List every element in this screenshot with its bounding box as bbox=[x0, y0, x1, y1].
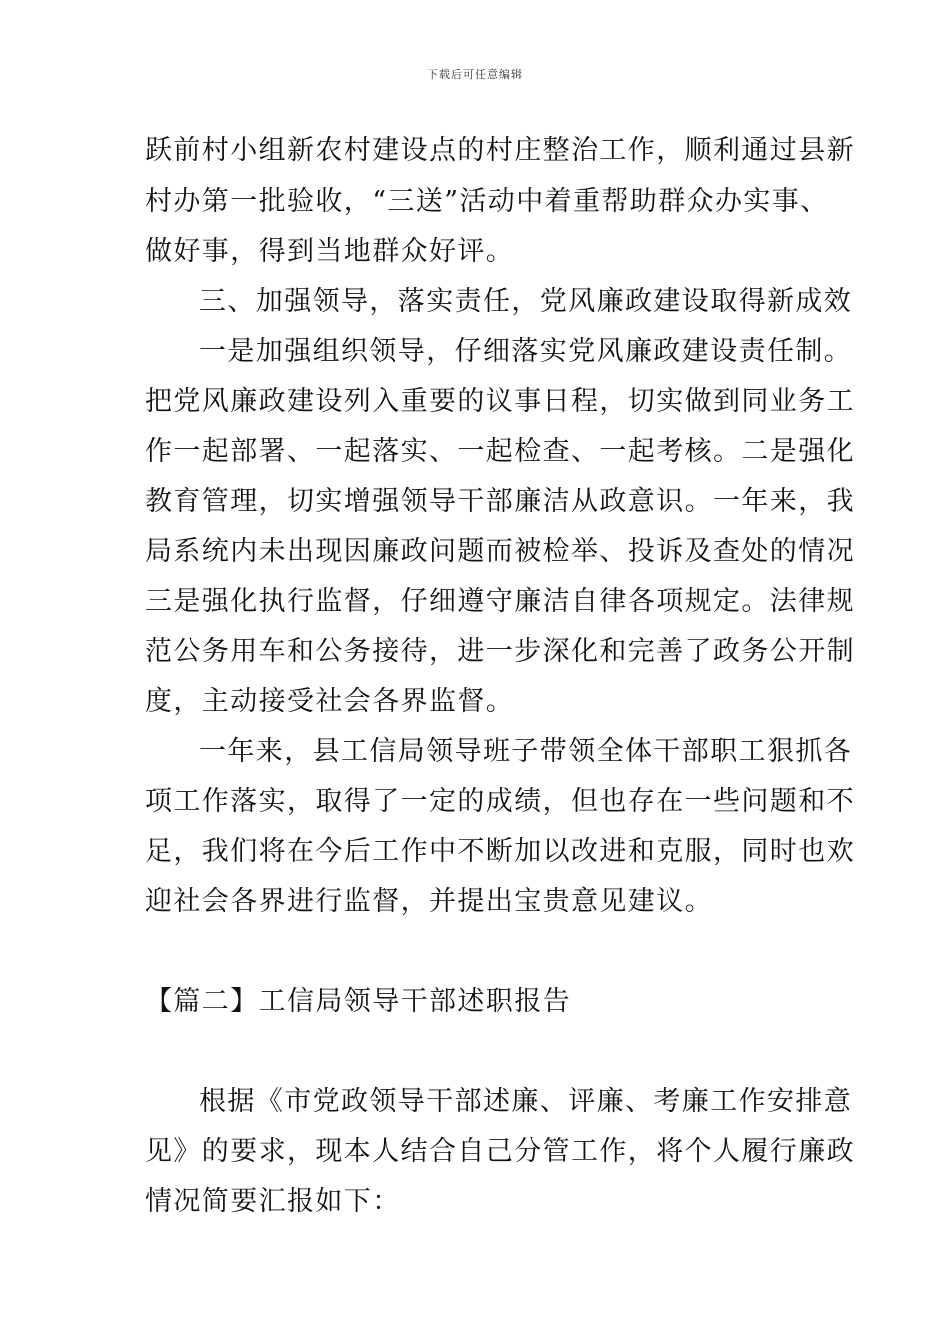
text-line: 情况简要汇报如下： bbox=[145, 1186, 401, 1217]
text-line: 度，主动接受社会各界监督。 bbox=[145, 686, 515, 717]
article-title: 【篇二】工信局领导干部述职报告 bbox=[145, 986, 571, 1017]
text-line: 范公务用车和公务接待，进一步深化和完善了政务公开制 bbox=[145, 636, 855, 667]
text-line: 根据《市党政领导干部述廉、评廉、考廉工作安排意 bbox=[199, 1086, 853, 1117]
text-line: 一是加强组织领导，仔细落实党风廉政建设责任制。 bbox=[199, 336, 853, 367]
text-line: 迎社会各界进行监督，并提出宝贵意见建议。 bbox=[145, 886, 713, 917]
text-line: 教育管理，切实增强领导干部廉洁从政意识。一年来，我 bbox=[145, 486, 855, 517]
text-line: 把党风廉政建设列入重要的议事日程，切实做到同业务工 bbox=[145, 386, 855, 417]
text-line: 见》的要求，现本人结合自己分管工作，将个人履行廉政 bbox=[145, 1136, 855, 1167]
page-header-note: 下载后可任意编辑 bbox=[427, 68, 523, 81]
text-line: 作一起部署、一起落实、一起检查、一起考核。二是强化 bbox=[145, 436, 855, 467]
text-line: 局系统内未出现因廉政问题而被检举、投诉及查处的情况 bbox=[145, 536, 855, 567]
text-line: 做好事，得到当地群众好评。 bbox=[145, 236, 515, 267]
text-line: 村办第一批验收，“三送”活动中着重帮助群众办实事、 bbox=[145, 186, 829, 217]
text-line: 项工作落实，取得了一定的成绩，但也存在一些问题和不 bbox=[145, 786, 855, 817]
section-heading: 三、加强领导，落实责任，党风廉政建设取得新成效 bbox=[199, 286, 853, 317]
text-line: 足，我们将在今后工作中不断加以改进和克服，同时也欢 bbox=[145, 836, 855, 867]
text-line: 三是强化执行监督，仔细遵守廉洁自律各项规定。法律规 bbox=[145, 586, 855, 617]
text-line: 跃前村小组新农村建设点的村庄整治工作，顺利通过县新 bbox=[145, 135, 855, 166]
text-line: 一年来，县工信局领导班子带领全体干部职工狠抓各 bbox=[199, 736, 853, 767]
